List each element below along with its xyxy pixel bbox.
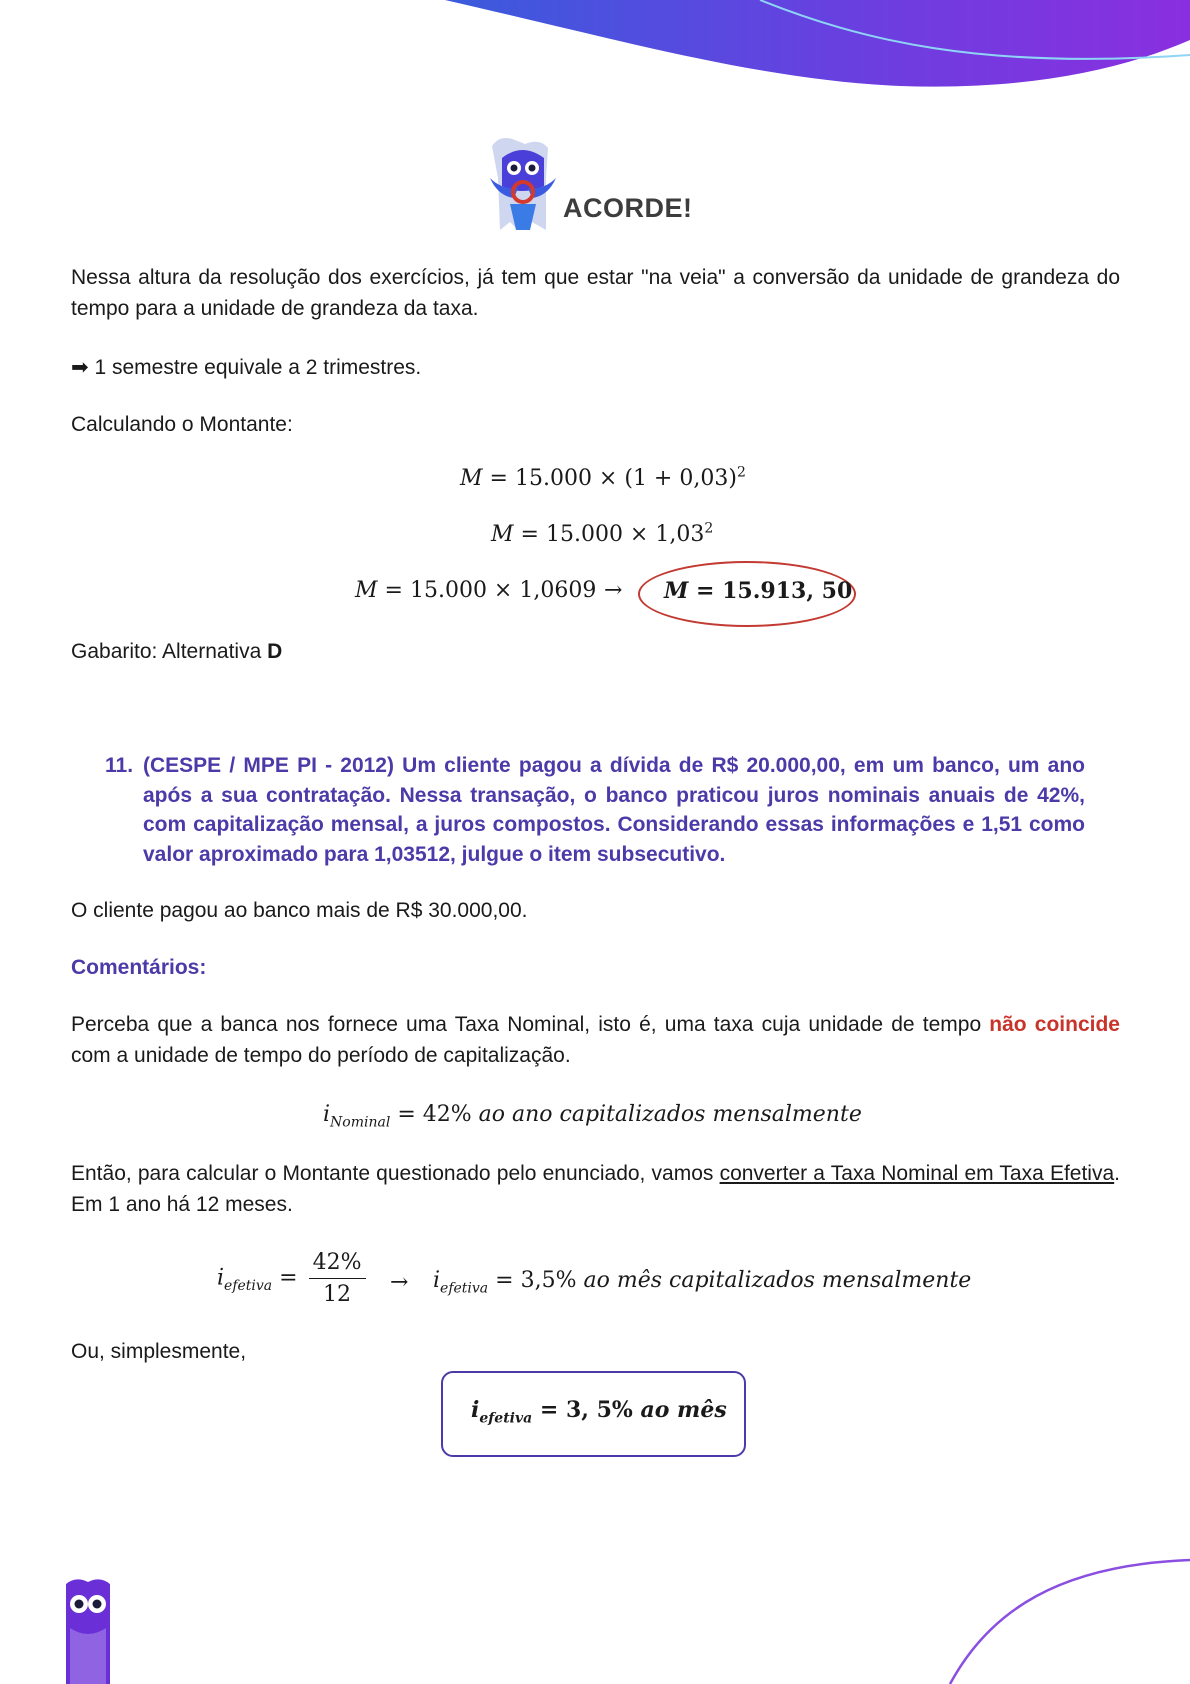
comment-paragraph-1: Perceba que a banca nos fornece uma Taxa Nominal, isto é, uma taxa cuja unidade de tempo não coincide com a unidade de tempo do período de capitalização. bbox=[71, 1013, 1120, 1067]
rate-fraction: $\frac{42\%}{12}$ bbox=[309, 1250, 366, 1307]
question-number: 11. bbox=[105, 754, 134, 777]
logo-text: ACORDE! bbox=[563, 193, 693, 223]
equation-3-arrow: → bbox=[604, 578, 623, 603]
arrow-right-icon: ➡ bbox=[71, 356, 89, 379]
effective-rate-arrow: → bbox=[390, 1270, 409, 1295]
final-rate-equation: $i_{efetiva} = 3$, 5% ao mês bbox=[471, 1397, 727, 1427]
equation-1: $M = 15.000 \times (1 + 0,03)^2$ bbox=[460, 464, 746, 491]
equation-3-result: M = 15.913, 50 bbox=[664, 578, 853, 604]
equation-3: M = 15.000 × 1,0609 bbox=[355, 578, 597, 603]
gabarito-answer: D bbox=[267, 640, 283, 663]
top-wave-shape bbox=[445, 0, 1190, 87]
item-statement: O cliente pagou ao banco mais de R$ 30.000,00. bbox=[71, 899, 528, 922]
equation-2: $M = 15.000 \times 1,03^2$ bbox=[491, 520, 714, 547]
nominal-rate-equation: $i_{Nominal} = 42\%$ ao ano capitalizados mensalmente bbox=[323, 1102, 862, 1131]
footer-owl-icon bbox=[62, 1578, 114, 1684]
comments-heading: Comentários: bbox=[71, 956, 207, 979]
gabarito-line: Gabarito: Alternativa D bbox=[71, 640, 283, 663]
top-wave-line bbox=[760, 0, 1190, 59]
effective-rate-fraction-equation: $i_{efetiva}$ = $\frac{42\%}{12}$ bbox=[217, 1250, 370, 1307]
conversion-note-text: 1 semestre equivale a 2 trimestres. bbox=[94, 356, 422, 379]
conversion-note bbox=[71, 352, 1120, 383]
comment-paragraph-3: Ou, simplesmente, bbox=[71, 1340, 247, 1363]
comment-paragraph-2: Então, para calcular o Montante questionado pelo enunciado, vamos converter a Taxa Nominal em Taxa Efetiva. Em 1 ano há 12 meses. bbox=[71, 1162, 1120, 1216]
question-text: (CESPE / MPE PI - 2012) Um cliente pagou a dívida de R$ 20.000,00, em um banco, um ano após a sua contratação. Nessa transação, o banco praticou juros nominais anuais de 42%, com capitalização mensal, a juros compostos. Considerando essas informações e 1,51 como valor aproximado para 1,03512, julgue o item subsecutivo. bbox=[143, 754, 1085, 866]
underlined-conversion: converter a Taxa Nominal em Taxa Efetiva bbox=[719, 1162, 1115, 1185]
highlight-nao-coincide: não coincide bbox=[989, 1013, 1120, 1036]
effective-rate-equation: $i_{efetiva} = 3,5\%$ ao mês capitalizados mensalmente bbox=[433, 1268, 972, 1297]
question-11 bbox=[100, 751, 1085, 869]
intro-paragraph: Nessa altura da resolução dos exercícios, já tem que estar "na veia" a conversão da unidade de grandeza do tempo para a unidade de grandeza da taxa. bbox=[71, 266, 1120, 320]
bottom-wave-line bbox=[950, 1560, 1190, 1684]
calculating-label: Calculando o Montante: bbox=[71, 413, 293, 436]
